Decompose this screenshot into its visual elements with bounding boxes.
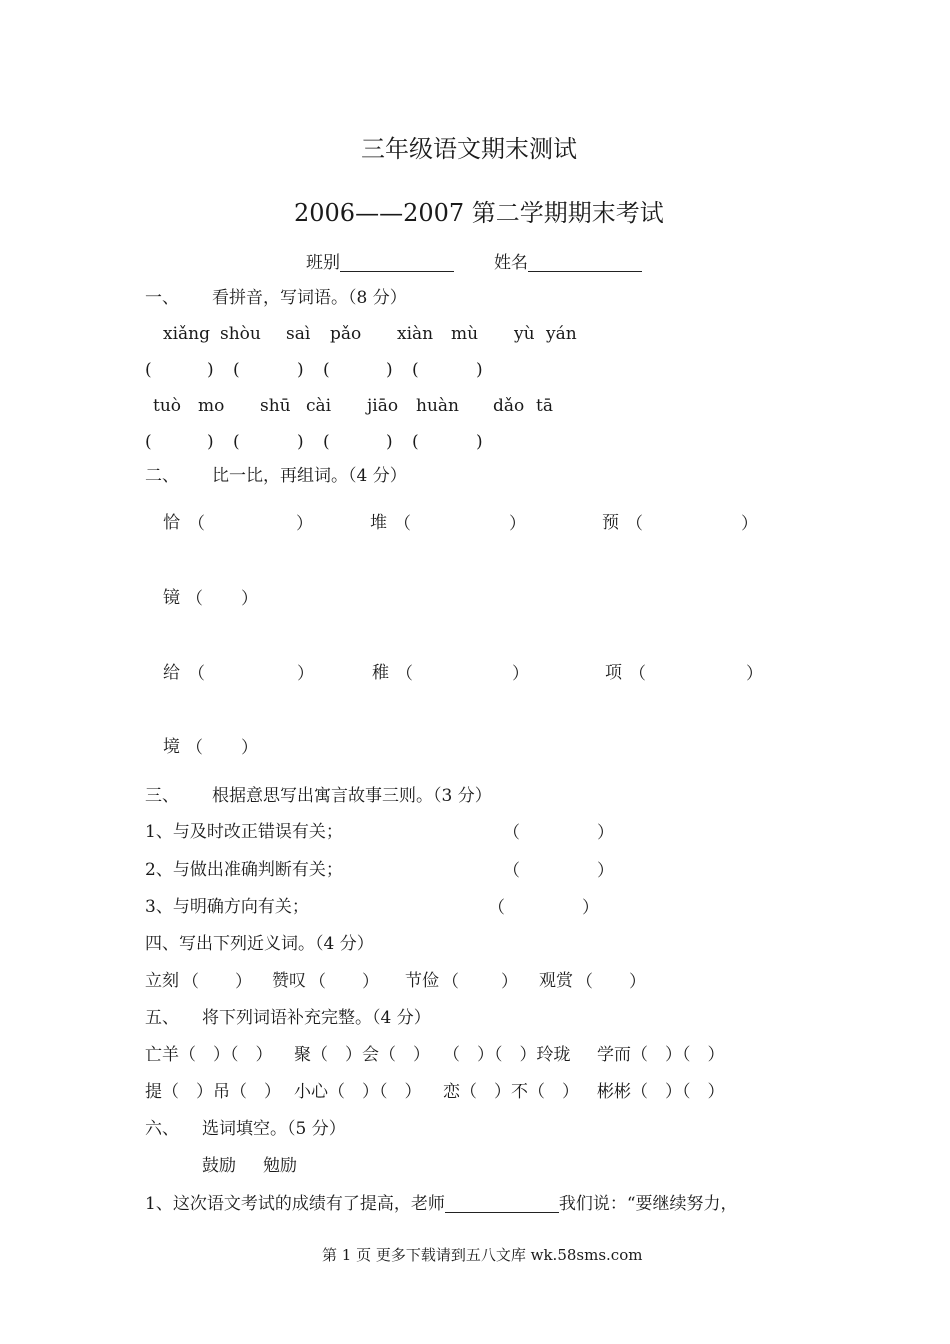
answer-box[interactable]: （ [186,589,203,609]
question-text: 1、这次语文考试的成绩有了提高，老师 [145,1194,445,1214]
answer-box: ） [597,861,614,881]
idiom-item[interactable]: 彬彬（ ）（ ） [597,1082,725,1102]
answer-box: ） [629,972,646,992]
section-6-number: 六、 [145,1119,179,1139]
answer-box: ） [741,514,758,534]
answer-box: ） [582,898,599,918]
answer-box: ） [746,664,763,684]
section-2-number: 二、 [145,466,179,486]
answer-box[interactable]: （ [182,972,199,992]
pinyin: tā [536,396,553,416]
section-1-number: 一、 [145,288,179,308]
answer-box: ) [207,360,214,380]
section-6-heading: 选词填空。（5 分） [202,1119,346,1139]
answer-box[interactable]: ( [233,360,240,380]
pinyin: saì [286,324,311,344]
section-5-heading: 将下列词语补充完整。（4 分） [202,1008,431,1028]
fill-blank[interactable] [445,1195,559,1213]
pinyin: shū [260,396,291,416]
answer-box[interactable]: ( [145,360,152,380]
answer-box: ） [241,738,258,758]
answer-box[interactable]: （ [503,823,520,843]
name-blank[interactable] [528,254,642,272]
idiom-item[interactable]: 亡羊（ ）（ ） [145,1045,273,1065]
section-2-heading: 比一比，再组词。（4 分） [212,466,407,486]
answer-box[interactable]: ( [145,432,152,452]
section-1-heading: 看拼音，写词语。（8 分） [212,288,407,308]
section-4-heading: 四、写出下列近义词。（4 分） [145,934,374,954]
answer-box: ） [509,514,526,534]
answer-box: ） [241,589,258,609]
answer-box: ) [476,360,483,380]
word-option: 勉励 [263,1156,297,1176]
answer-box[interactable]: ( [412,360,419,380]
answer-box[interactable]: （ [309,972,326,992]
compare-char: 恰 [163,513,180,533]
word-option: 鼓励 [202,1156,236,1176]
answer-box: ） [597,823,614,843]
answer-box: ) [207,432,214,452]
fill-question-1 [145,1195,738,1213]
answer-box[interactable]: （ [488,898,505,918]
answer-box[interactable]: （ [626,514,643,534]
page-footer: 第 1 页 更多下载请到五八文库 wk.58sms.com [322,1246,643,1264]
pinyin: tuò [153,396,182,416]
compare-char: 预 [602,513,619,533]
answer-box: ) [476,432,483,452]
answer-box[interactable]: （ [629,664,646,684]
idiom-item[interactable]: 小心（ ）（ ） [294,1082,422,1102]
pinyin: dǎo [493,396,525,416]
pinyin: xiàn [397,324,434,344]
answer-box[interactable]: ( [233,432,240,452]
pinyin: xiǎng [163,324,210,344]
answer-box: ） [501,972,518,992]
class-blank[interactable] [340,254,454,272]
synonym-word: 赞叹 [272,971,306,991]
answer-box: ） [362,972,379,992]
pinyin: yù [514,324,535,344]
question-item: 3、与明确方向有关； [145,897,309,917]
document-title: 三年级语文期末测试 [361,135,577,163]
answer-box[interactable]: （ [576,972,593,992]
document-subtitle: 2006——2007 第二学期期末考试 [294,199,664,227]
class-field [306,254,454,272]
section-3-heading: 根据意思写出寓言故事三则。（3 分） [212,786,492,806]
question-text: 我们说：“要继续努力， [558,1194,738,1214]
pinyin: mo [198,396,225,416]
answer-box: ) [386,432,393,452]
pinyin: yán [546,324,577,344]
idiom-item[interactable]: 聚（ ）会（ ） [294,1045,430,1065]
pinyin: jiāo [367,396,399,416]
compare-char: 堆 [370,513,387,533]
compare-char: 镜 [163,588,180,608]
answer-box: ） [297,664,314,684]
pinyin: shòu [220,324,261,344]
name-field [494,254,642,272]
compare-char: 稚 [372,663,389,683]
compare-char: 项 [605,663,622,683]
question-item: 2、与做出准确判断有关； [145,860,343,880]
idiom-item[interactable]: 恋（ ）不（ ） [443,1082,579,1102]
section-3-number: 三、 [145,786,179,806]
synonym-word: 节俭 [405,971,439,991]
idiom-item[interactable]: （ ）（ ）玲珑 [443,1045,571,1065]
answer-box[interactable]: ( [323,360,330,380]
compare-char: 境 [163,737,180,757]
answer-box[interactable]: （ [442,972,459,992]
answer-box: ) [297,432,304,452]
idiom-item[interactable]: 提（ ）吊（ ） [145,1082,281,1102]
answer-box: ） [512,664,529,684]
pinyin: pǎo [330,324,362,344]
synonym-word: 立刻 [145,971,179,991]
answer-box[interactable]: （ [188,664,205,684]
answer-box: ) [297,360,304,380]
answer-box: ） [296,514,313,534]
answer-box[interactable]: （ [396,664,413,684]
answer-box: ） [235,972,252,992]
answer-box[interactable]: （ [503,861,520,881]
question-item: 1、与及时改正错误有关； [145,822,343,842]
section-5-number: 五、 [145,1008,179,1028]
answer-box[interactable]: （ [188,514,205,534]
pinyin: mù [451,324,479,344]
synonym-word: 观赏 [539,971,573,991]
class-label: 班别 [306,253,340,273]
answer-box[interactable]: （ [186,738,203,758]
name-label: 姓名 [494,253,528,273]
compare-char: 给 [163,663,180,683]
answer-box[interactable]: （ [394,514,411,534]
answer-box[interactable]: ( [323,432,330,452]
pinyin: cài [306,396,332,416]
answer-box[interactable]: ( [412,432,419,452]
idiom-item[interactable]: 学而（ ）（ ） [597,1045,725,1065]
answer-box: ) [386,360,393,380]
pinyin: huàn [416,396,459,416]
